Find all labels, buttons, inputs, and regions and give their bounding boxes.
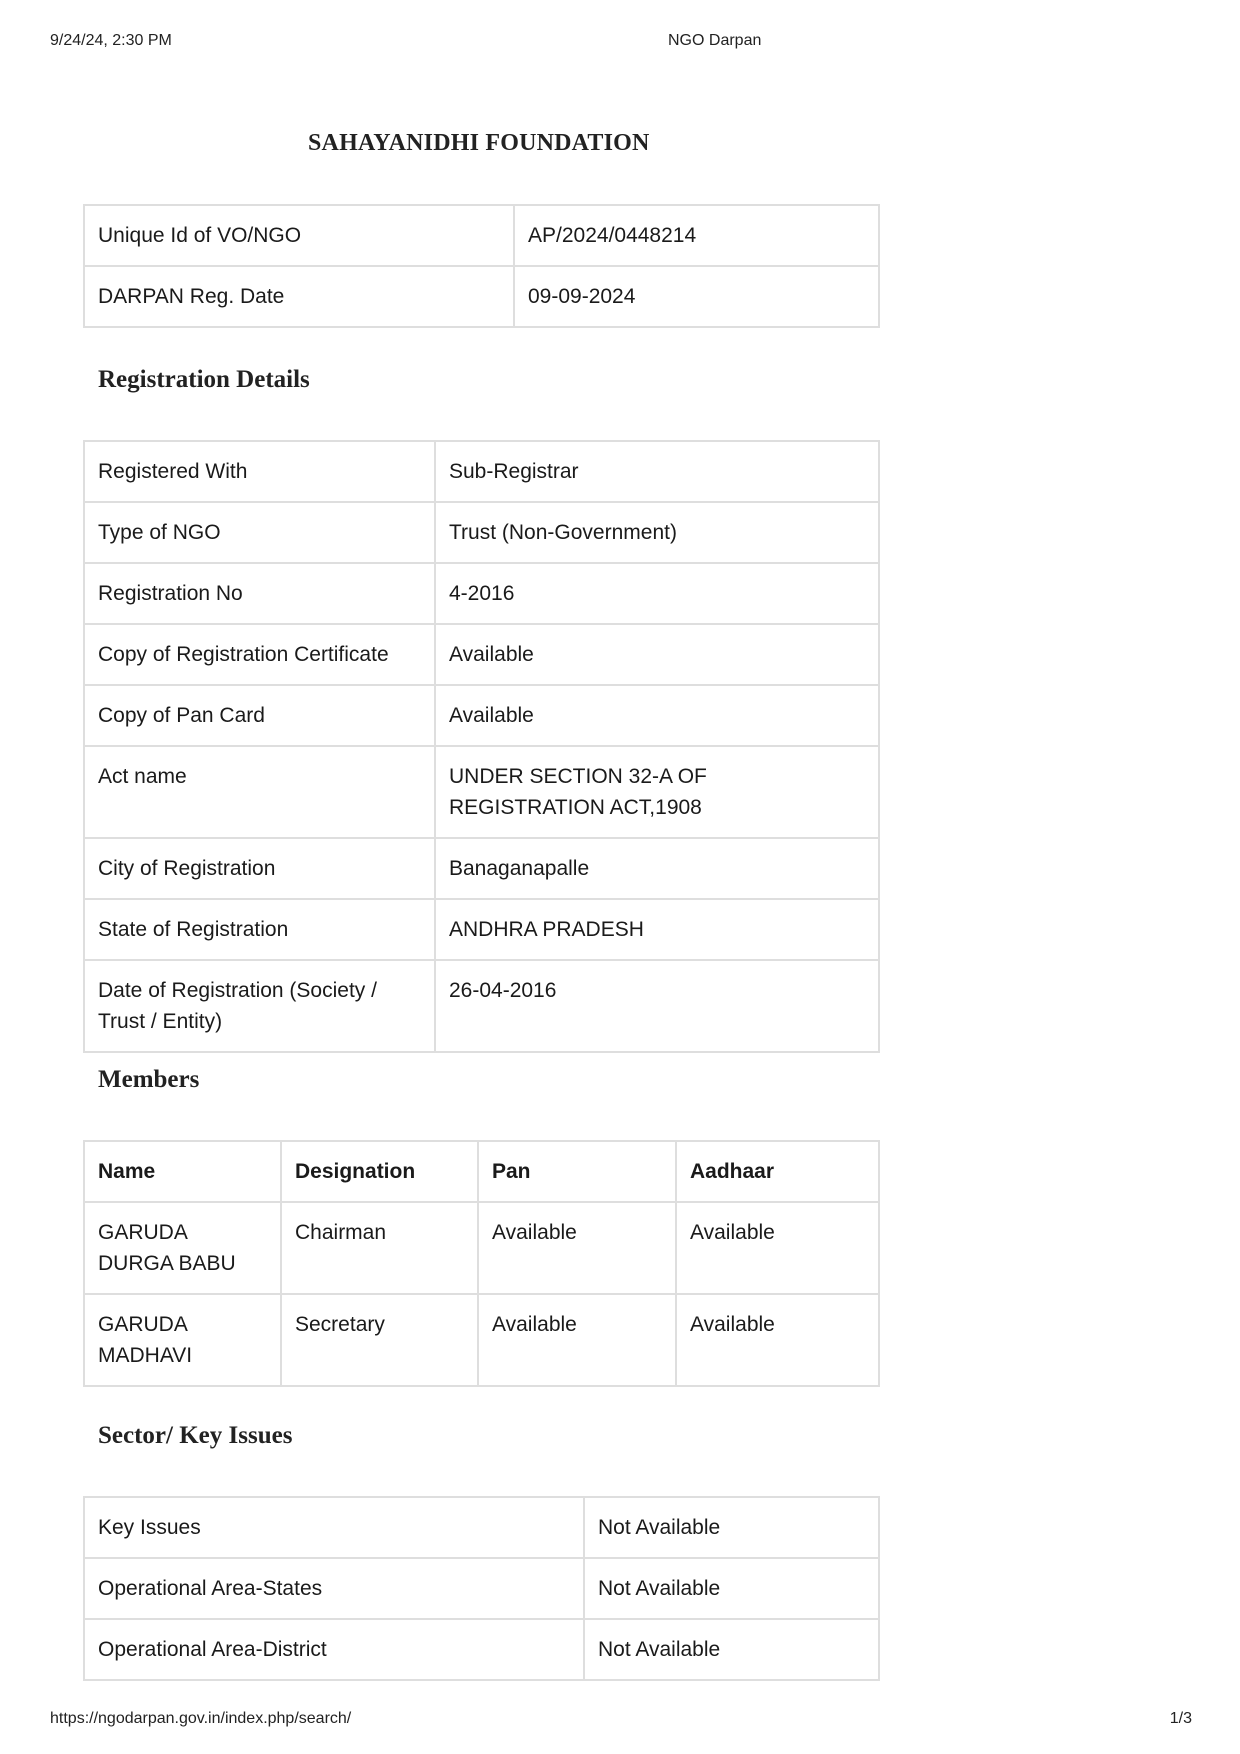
table-row (84, 563, 879, 624)
registration-value: Banaganapalle (435, 838, 879, 899)
table-row (84, 441, 879, 502)
print-footer-url: https://ngodarpan.gov.in/index.php/search/ (50, 1710, 352, 1727)
registration-value: 26-04-2016 (435, 960, 879, 1052)
registration-value: Available (435, 685, 879, 746)
registration-label: Date of Registration (Society / Trust / Entity) (84, 960, 435, 1052)
table-row (84, 502, 879, 563)
registration-label: Registration No (84, 563, 435, 624)
summary-label: DARPAN Reg. Date (84, 266, 514, 327)
organization-name: SAHAYANIDHI FOUNDATION (308, 130, 650, 156)
registration-value: UNDER SECTION 32-A OF REGISTRATION ACT,1908 (435, 746, 879, 838)
member-designation: Secretary (281, 1294, 478, 1386)
table-row (84, 1619, 879, 1680)
sector-value: Not Available (584, 1558, 879, 1619)
summary-table (83, 204, 880, 328)
table-row (84, 746, 879, 838)
table-header-row (84, 1141, 879, 1202)
member-pan: Available (478, 1202, 676, 1294)
section-heading-sector: Sector/ Key Issues (98, 1422, 293, 1449)
column-header-designation: Designation (281, 1141, 478, 1202)
table-row (84, 1294, 879, 1386)
registration-label: State of Registration (84, 899, 435, 960)
table-row (84, 1202, 879, 1294)
sector-value: Not Available (584, 1619, 879, 1680)
registration-value: Sub-Registrar (435, 441, 879, 502)
table-row (84, 838, 879, 899)
print-site-title: NGO Darpan (668, 32, 762, 49)
sector-label: Operational Area-States (84, 1558, 584, 1619)
page-number: 1/3 (1169, 1710, 1192, 1727)
sector-label: Key Issues (84, 1497, 584, 1558)
registration-label: Copy of Registration Certificate (84, 624, 435, 685)
summary-value: 09-09-2024 (514, 266, 879, 327)
table-row (84, 899, 879, 960)
member-designation: Chairman (281, 1202, 478, 1294)
registration-table (83, 440, 880, 1053)
column-header-name: Name (84, 1141, 281, 1202)
sector-value: Not Available (584, 1497, 879, 1558)
member-name: GARUDA MADHAVI (84, 1294, 281, 1386)
registration-value: Available (435, 624, 879, 685)
member-name: GARUDA DURGA BABU (84, 1202, 281, 1294)
table-row (84, 624, 879, 685)
registration-label: City of Registration (84, 838, 435, 899)
table-row (84, 685, 879, 746)
summary-label: Unique Id of VO/NGO (84, 205, 514, 266)
registration-value: Trust (Non-Government) (435, 502, 879, 563)
table-row (84, 960, 879, 1052)
summary-value: AP/2024/0448214 (514, 205, 879, 266)
registration-label: Act name (84, 746, 435, 838)
members-table (83, 1140, 880, 1387)
print-datetime: 9/24/24, 2:30 PM (50, 32, 172, 49)
section-heading-members: Members (98, 1066, 200, 1093)
table-row (84, 266, 879, 327)
table-row (84, 1497, 879, 1558)
registration-label: Registered With (84, 441, 435, 502)
sector-label: Operational Area-District (84, 1619, 584, 1680)
registration-label: Copy of Pan Card (84, 685, 435, 746)
column-header-aadhaar: Aadhaar (676, 1141, 879, 1202)
column-header-pan: Pan (478, 1141, 676, 1202)
member-aadhaar: Available (676, 1202, 879, 1294)
registration-label: Type of NGO (84, 502, 435, 563)
registration-value: ANDHRA PRADESH (435, 899, 879, 960)
registration-value: 4-2016 (435, 563, 879, 624)
sector-table (83, 1496, 880, 1681)
section-heading-registration: Registration Details (98, 366, 310, 393)
member-aadhaar: Available (676, 1294, 879, 1386)
member-pan: Available (478, 1294, 676, 1386)
table-row (84, 1558, 879, 1619)
table-row (84, 205, 879, 266)
